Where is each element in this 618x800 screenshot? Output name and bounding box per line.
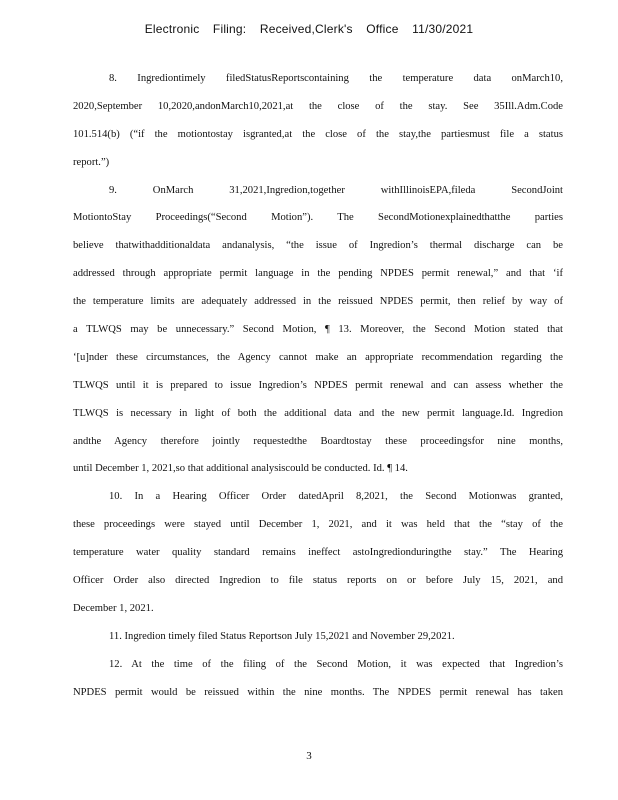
text-line: temperature water quality standard remains ineffect astoIngredionduringthe stay.” The Hearing (73, 547, 563, 559)
electronic-filing-header: Electronic Filing: Received,Clerk's Office 11/30/2021 (144, 22, 474, 36)
text-line: 10. In a Hearing Officer Order datedApril 8,2021, the Second Motionwas granted, (109, 491, 563, 503)
text-line: 101.514(b) (“if the motiontostay isgranted,at the close of the stay,the partiesmust file a status (73, 128, 563, 140)
text-line: MotiontoStay Proceedings(“Second Motion”). The SecondMotionexplainedthatthe parties (73, 212, 563, 224)
text-line: NPDES permit would be reissued within the nine months. The NPDES permit renewal has taken (73, 686, 563, 698)
text-line: December 1, 2021. (73, 602, 154, 614)
text-line: TLWQS until it is prepared to issue Ingredion’s NPDES permit renewal and can assess whether the (73, 379, 563, 391)
text-line: 9. OnMarch 31,2021,Ingredion,together withIllinoisEPA,fileda SecondJoint (109, 184, 563, 196)
text-line: andthe Agency therefore jointly requestedthe Boardtostay these proceedingsfor nine months, (73, 435, 563, 447)
text-line: a TLWQS may be unnecessary.” Second Motion, ¶ 13. Moreover, the Second Motion stated that (73, 324, 563, 336)
text-line: these proceedings were stayed until December 1, 2021, and it was held that the “stay of the (73, 519, 563, 531)
paragraph-11 (73, 628, 563, 656)
text-line: TLWQS is necessary in light of both the additional data and the new permit language.Id. Ingredion (73, 407, 563, 419)
text-line: until December 1, 2021,so that additional analysiscould be conducted. Id. ¶ 14. (73, 463, 408, 475)
text-line: 8. Ingrediontimely filedStatusReportscontaining the temperature data onMarch10, (109, 73, 563, 84)
text-line: 2020,September 10,2020,andonMarch10,2021,at the close of the stay. See 35Ill.Adm.Code (73, 100, 563, 112)
paragraph-9 (73, 182, 563, 489)
text-line: ‘[u]nder these circumstances, the Agency cannot make an appropriate recommendation regarding the (73, 351, 563, 363)
document-body (73, 70, 563, 711)
paragraph-12 (73, 656, 563, 712)
text-line: the temperature limits are adequately addressed in the reissued NPDES permit, then relief by way of (73, 296, 563, 308)
page-number: 3 (306, 750, 312, 762)
text-line: 12. At the time of the filing of the Second Motion, it was expected that Ingredion’s (109, 658, 563, 670)
text-line: addressed through appropriate permit language in the pending NPDES permit renewal,” and that ‘if (73, 268, 563, 280)
text-line: believe thatwithadditionaldata andanalysis, “the issue of Ingredion’s thermal discharge can be (73, 240, 563, 252)
text-line: report.”) (73, 156, 110, 168)
paragraph-8 (73, 70, 563, 182)
text-line: 11. Ingredion timely filed Status Reportson July 15,2021 and November 29,2021. (109, 630, 455, 642)
text-line: Officer Order also directed Ingredion to file status reports on or before July 15, 2021, and (73, 575, 563, 587)
paragraph-10 (73, 488, 563, 627)
